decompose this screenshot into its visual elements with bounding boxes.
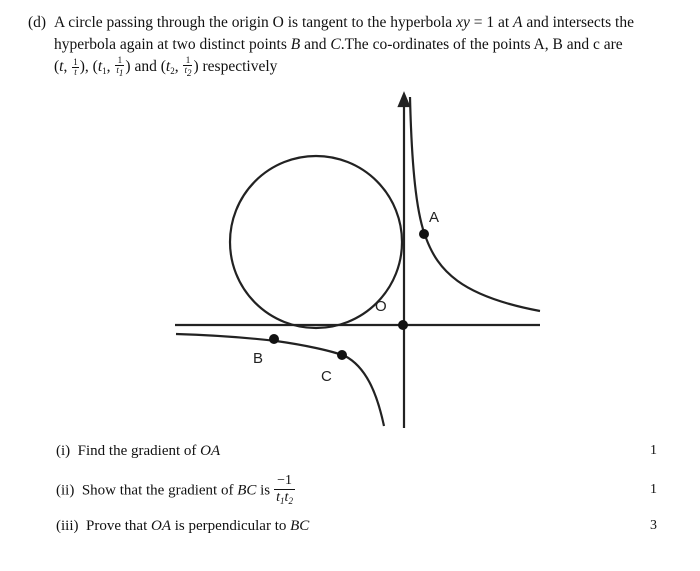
label-c: C <box>321 368 332 385</box>
part-i: (i) Find the gradient of OA <box>56 443 221 459</box>
point-o <box>398 320 408 330</box>
label-a: A <box>429 209 440 226</box>
coord-a: (t, $\frac{1}{t}$ ) <box>54 56 85 77</box>
marks-part-iii: 3 <box>650 518 657 533</box>
question-text: and <box>300 36 331 53</box>
part-iii: (iii) Prove that OA is perpendicular to BC <box>56 518 310 534</box>
equation-xy: xy <box>456 14 470 31</box>
question-text: at <box>494 14 514 31</box>
marks-part-i: 1 <box>650 443 657 458</box>
question-text: and intersects the <box>522 14 634 31</box>
point-b-ref: B <box>290 36 301 53</box>
question-text: .The co-ordinates of the points A, B and c are <box>340 36 623 53</box>
question-label: (d) <box>28 14 47 31</box>
point-c-ref: C <box>330 36 341 53</box>
gradient-fraction: $\frac{-1}{t_1t_2}$ <box>276 473 293 506</box>
question-line-3: (t, $\frac{1}{t}$ ), ($t_1$, $\frac{1}{t1}$ ) and ($t_2$, $\frac{1}{t2}$ ) respectively <box>54 55 278 79</box>
part-ii: (ii) Show that the gradient of BC is $\frac{-1}{t_1t_2}$ <box>56 473 295 509</box>
coord-c: ($t_2$, $\frac{1}{t2}$ ) <box>160 55 199 79</box>
point-b <box>269 334 279 344</box>
hyperbola-upper-branch <box>410 97 540 311</box>
question-text: hyperbola again at two distinct points <box>54 36 291 53</box>
question-text: and <box>130 58 161 75</box>
label-b: B <box>253 350 264 367</box>
label-o: O <box>375 298 387 315</box>
hyperbola-lower-branch <box>176 334 384 426</box>
coord-b: ($t_1$, $\frac{1}{t1}$ ) <box>92 55 131 79</box>
point-a-ref: A <box>513 14 523 31</box>
point-c <box>337 350 347 360</box>
point-a <box>419 229 429 239</box>
y-axis-arrow <box>399 94 409 106</box>
marks-part-ii: 1 <box>650 482 657 497</box>
question-text: respectively <box>198 58 278 75</box>
equation-rest: = 1 <box>469 14 495 31</box>
question-text: A circle passing through the origin O is tangent to the hyperbola <box>54 14 457 31</box>
